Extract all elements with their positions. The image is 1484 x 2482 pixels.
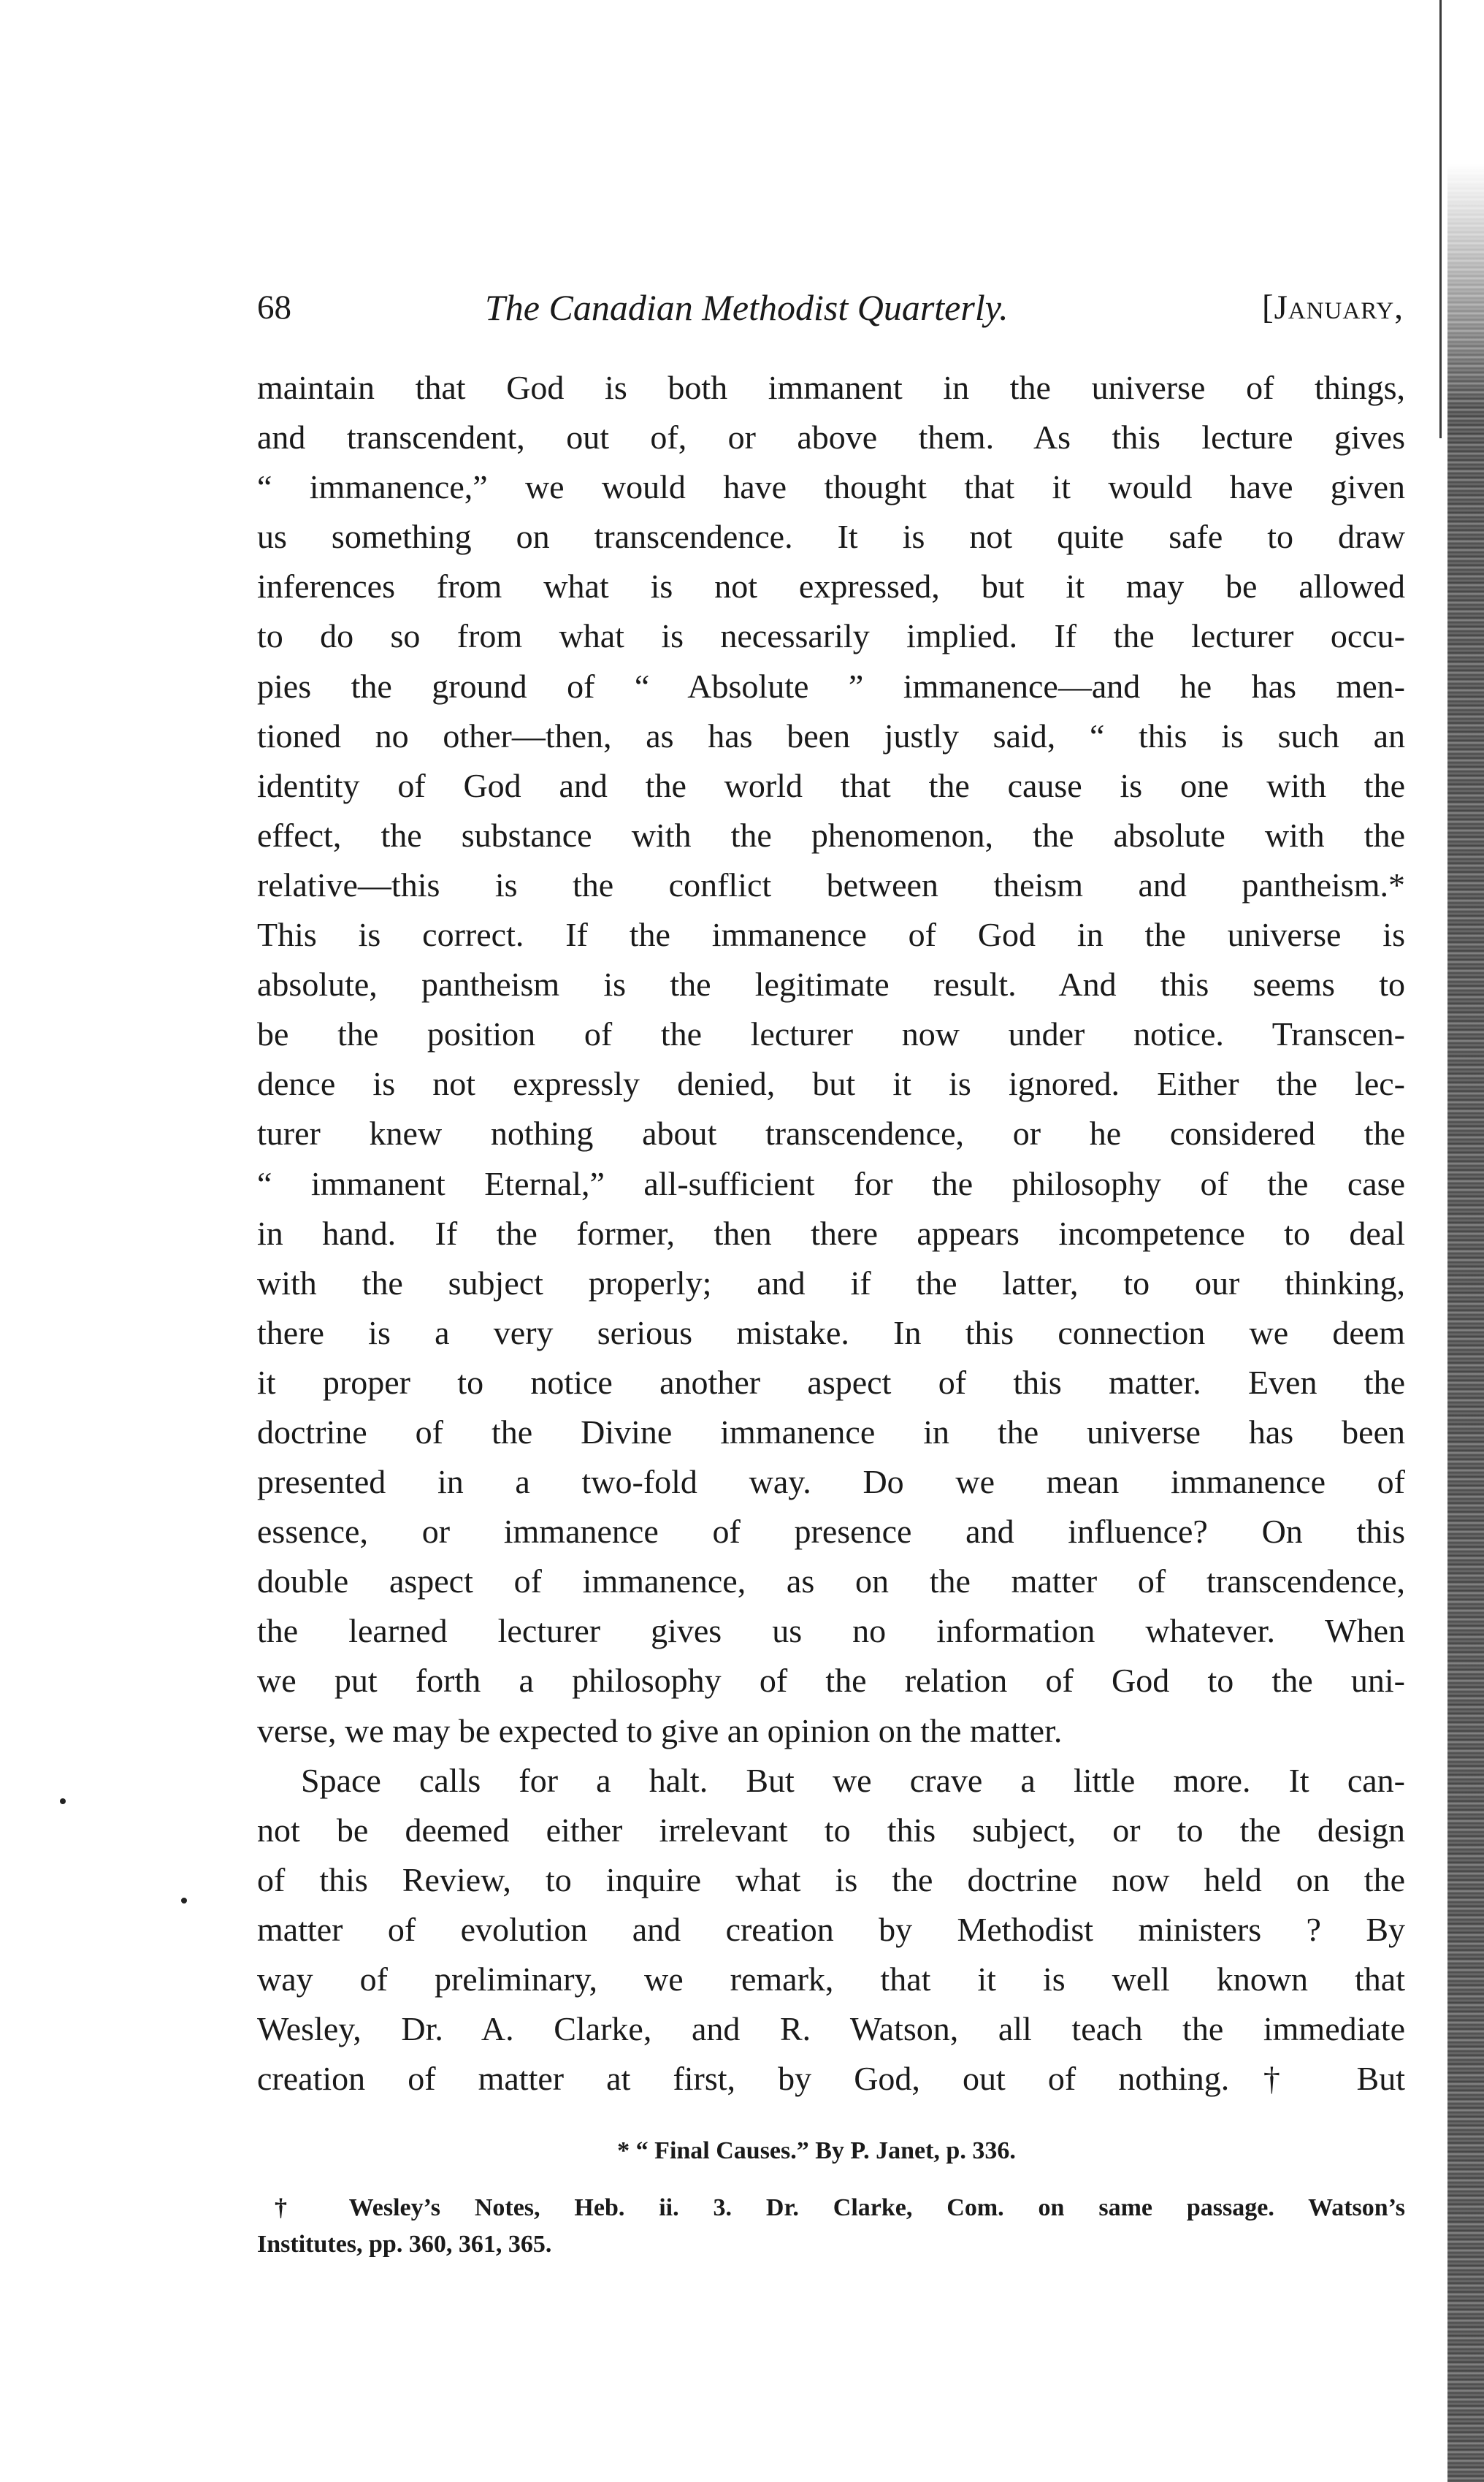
text-line: to do so from what is necessarily implied. If the lecturer occu-	[257, 617, 1405, 655]
footnote-1: * “ Final Causes.” By P. Janet, p. 336.	[617, 2137, 1016, 2164]
binding-edge-fade	[1447, 0, 1484, 409]
running-header	[257, 282, 1404, 333]
text-line: absolute, pantheism is the legitimate result. And this seems to	[257, 966, 1405, 1004]
text-line: it proper to notice another aspect of this matter. Even the	[257, 1363, 1405, 1401]
scan-speck	[60, 1798, 66, 1804]
text-line: matter of evolution and creation by Methodist ministers ? By	[257, 1910, 1405, 1948]
text-line: essence, or immanence of presence and influence? On this	[257, 1513, 1405, 1551]
binding-rule-line	[1439, 0, 1442, 438]
running-title: The Canadian Methodist Quarterly.	[485, 287, 1009, 328]
text-line: in hand. If the former, then there appears incompetence to deal	[257, 1214, 1405, 1252]
footnote-2-continued: Institutes, pp. 360, 361, 365.	[257, 2231, 552, 2258]
footnote-2: † Wesley’s Notes, Heb. ii. 3. Dr. Clarke, Com. on same passage. Watson’s	[275, 2194, 1405, 2221]
text-line: tioned no other—then, as has been justly said, “ this is such an	[257, 717, 1405, 755]
page-number: 68	[257, 289, 291, 327]
text-line: and transcendent, out of, or above them. As this lecture gives	[257, 419, 1405, 457]
text-line: identity of God and the world that the cause is one with the	[257, 766, 1405, 804]
text-line: This is correct. If the immanence of God in the universe is	[257, 916, 1405, 954]
text-line: we put forth a philosophy of the relation of God to the uni-	[257, 1662, 1405, 1700]
text-line: verse, we may be expected to give an opinion on the matter.	[257, 1711, 1063, 1749]
text-line: “ immanence,” we would have thought that it would have given	[257, 468, 1405, 506]
running-month: [January,	[1261, 289, 1404, 327]
text-line: Wesley, Dr. A. Clarke, and R. Watson, all teach the immediate	[257, 2010, 1405, 2048]
text-line: presented in a two-fold way. Do we mean immanence of	[257, 1463, 1405, 1501]
text-line: dence is not expressly denied, but it is ignored. Either the lec-	[257, 1065, 1405, 1103]
text-line: effect, the substance with the phenomenon, the absolute with the	[257, 816, 1405, 854]
text-line: way of preliminary, we remark, that it is well known that	[257, 1960, 1405, 1998]
text-line: inferences from what is not expressed, but it may be allowed	[257, 568, 1405, 606]
text-line: creation of matter at first, by God, out of nothing.† But	[257, 2060, 1405, 2098]
text-line: not be deemed either irrelevant to this subject, or to the design	[257, 1811, 1405, 1849]
text-line: of this Review, to inquire what is the doctrine now held on the	[257, 1860, 1405, 1898]
text-line: us something on transcendence. It is not quite safe to draw	[257, 518, 1405, 556]
text-line: there is a very serious mistake. In this connection we deem	[257, 1313, 1405, 1351]
text-line: Space calls for a halt. But we crave a little more. It can-	[301, 1761, 1405, 1799]
text-line: relative—this is the conflict between theism and pantheism.*	[257, 866, 1405, 904]
text-line: the learned lecturer gives us no information whatever. When	[257, 1612, 1405, 1650]
text-line: maintain that God is both immanent in the universe of things,	[257, 369, 1405, 406]
text-line: double aspect of immanence, as on the matter of transcendence,	[257, 1562, 1405, 1600]
text-line: pies the ground of “ Absolute ” immanence—and he has men-	[257, 667, 1405, 705]
body-text	[257, 363, 1405, 2104]
text-line: doctrine of the Divine immanence in the universe has been	[257, 1413, 1405, 1451]
footnotes	[257, 2133, 1405, 2263]
scan-speck	[181, 1898, 187, 1903]
text-line: turer knew nothing about transcendence, or he considered the	[257, 1115, 1405, 1153]
text-line: “ immanent Eternal,” all-sufficient for the philosophy of the case	[257, 1164, 1405, 1202]
text-line: be the position of the lecturer now under notice. Transcen-	[257, 1015, 1405, 1053]
text-line: with the subject properly; and if the latter, to our thinking,	[257, 1264, 1405, 1302]
